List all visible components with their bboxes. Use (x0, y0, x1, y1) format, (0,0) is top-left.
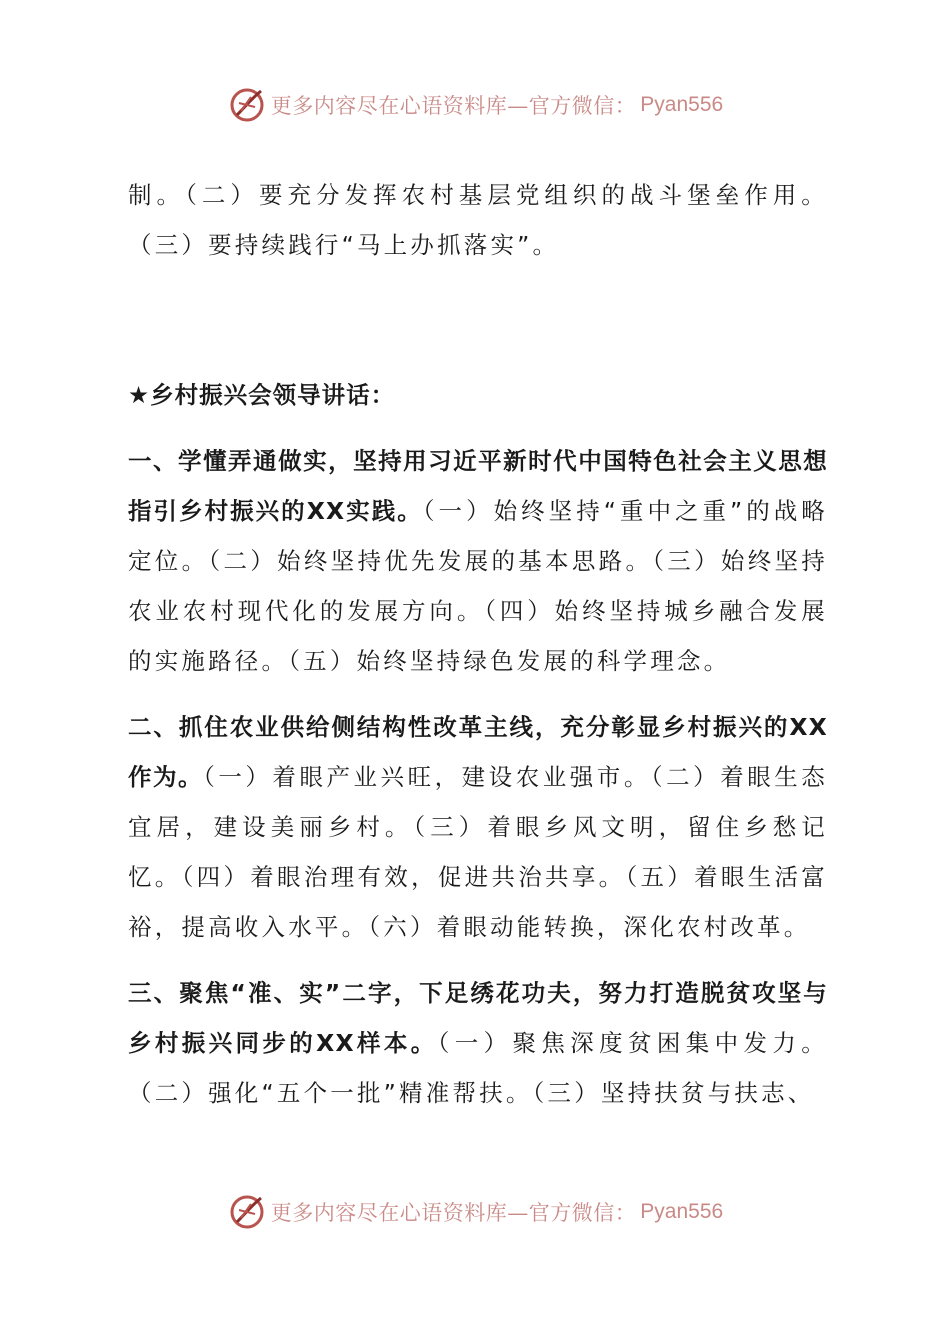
section-paragraph-3 (128, 968, 828, 1118)
section-rest-1: （一）始终坚持“重中之重”的战略定位。（二）始终坚持优先发展的基本思路。（三）始终坚持农业农村现代化的发展方向。（四）始终坚持城乡融合发展的实施路径。（五）始终坚持绿色发展的科学理念。 (128, 497, 828, 675)
section-heading: ★乡村振兴会领导讲话： (128, 381, 396, 409)
section-paragraph-1 (128, 436, 828, 686)
watermark-banner-top (0, 80, 950, 130)
section-rest-3: （一）聚焦深度贫困集中发力。（二）强化“五个一批”精准帮扶。（三）坚持扶贫与扶志、 (128, 1029, 828, 1107)
watermark-banner-bottom (0, 1187, 950, 1237)
section-rest-2: （一）着眼产业兴旺，建设农业强市。（二）着眼生态宜居，建设美丽乡村。（三）着眼乡风文明，留住乡愁记忆。（四）着眼治理有效，促进共治共享。（五）着眼生活富裕，提高收入水平。（六）着眼动能转换，深化农村改革。 (128, 763, 828, 941)
intro-paragraph: 制。（二）要充分发挥农村基层党组织的战斗堡垒作用。（三）要持续践行“马上办抓落实”。 (128, 181, 828, 259)
document-body (128, 170, 828, 1118)
watermark-handle: Pyan556 (640, 93, 724, 116)
section-lead-1: 一、学懂弄通做实，坚持用习近平新时代中国特色社会主义思想指引乡村振兴的XX实践。 (128, 447, 828, 525)
section-lead-3: 三、聚焦“准、实”二字，下足绣花功夫，努力打造脱贫攻坚与乡村振兴同步的XX样本。 (128, 979, 828, 1057)
section-paragraph-2 (128, 702, 828, 952)
section-lead-2: 二、抓住农业供给侧结构性改革主线，充分彰显乡村振兴的XX作为。 (128, 713, 828, 791)
logo-icon (227, 1192, 267, 1232)
watermark-text: 更多内容尽在心语资料库—官方微信： (270, 94, 637, 118)
logo-icon (227, 85, 267, 125)
watermark-text: 更多内容尽在心语资料库—官方微信： (270, 1201, 637, 1225)
watermark-handle: Pyan556 (640, 1200, 724, 1223)
